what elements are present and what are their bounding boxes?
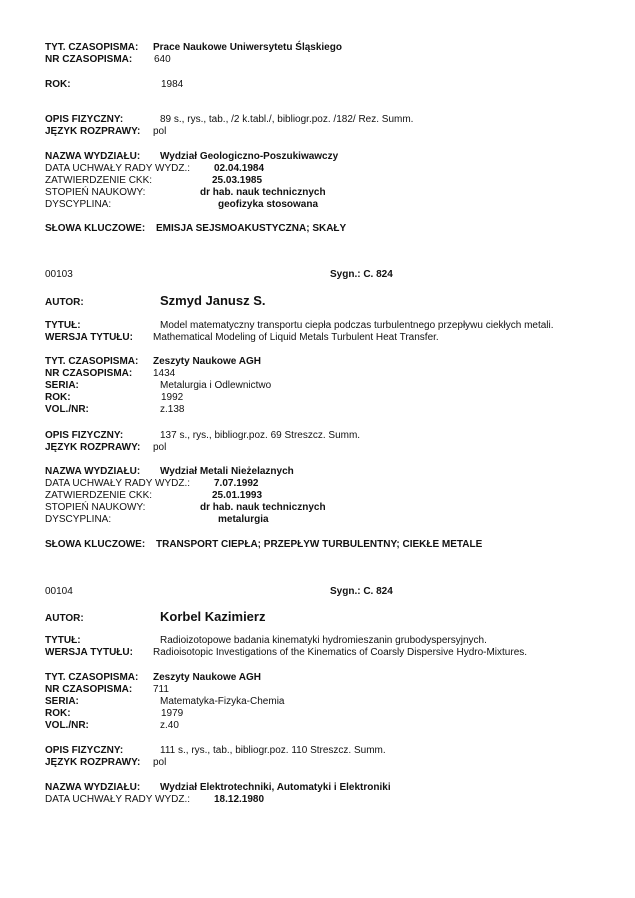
- autor-value: Szmyd Janusz S.: [160, 293, 266, 308]
- rok-value: 1979: [161, 708, 184, 719]
- opis-fizyczny-label: OPIS FIZYCZNY:: [45, 745, 124, 756]
- dyscyplina-value: geofizyka stosowana: [218, 199, 319, 210]
- dyscyplina-value: metalurgia: [218, 514, 269, 525]
- zatwierdzenie-value: 25.03.1985: [212, 175, 263, 186]
- autor-value: Korbel Kazimierz: [160, 609, 266, 624]
- tyt-czasopisma-value: Zeszyty Naukowe AGH: [153, 356, 261, 367]
- tyt-czasopisma-label: TYT. CZASOPISMA:: [45, 42, 139, 53]
- tyt-czasopisma-label: TYT. CZASOPISMA:: [45, 356, 139, 367]
- zatwierdzenie-value: 25.01.1993: [212, 490, 263, 501]
- nr-czasopisma-value: 711: [153, 684, 169, 695]
- wersja-tytulu-value: Mathematical Modeling of Liquid Metals Turbulent Heat Transfer.: [153, 332, 439, 343]
- stopien-value: dr hab. nauk technicznych: [200, 502, 326, 513]
- tytul-value: Radioizotopowe badania kinematyki hydromieszanin grubodyspersyjnych.: [160, 635, 487, 646]
- slowa-kluczowe-value: EMISJA SEJSMOAKUSTYCZNA; SKAŁY: [156, 223, 347, 234]
- jezyk-value: pol: [153, 442, 167, 453]
- opis-fizyczny-value: 111 s., rys., tab., bibliogr.poz. 110 Streszcz. Summ.: [160, 745, 386, 756]
- vol-nr-value: z.40: [160, 720, 179, 731]
- rok-label: ROK:: [45, 79, 71, 90]
- seria-value: Matematyka-Fizyka-Chemia: [160, 696, 285, 707]
- data-uchwaly-value: 18.12.1980: [214, 794, 265, 805]
- record-number: 00103: [45, 269, 73, 280]
- jezyk-label: JĘZYK ROZPRAWY:: [45, 757, 141, 768]
- nazwa-wydzialu-label: NAZWA WYDZIAŁU:: [45, 466, 141, 477]
- dyscyplina-label: DYSCYPLINA:: [45, 199, 112, 210]
- seria-label: SERIA:: [45, 380, 79, 391]
- nazwa-wydzialu-label: NAZWA WYDZIAŁU:: [45, 782, 141, 793]
- tytul-label: TYTUŁ:: [45, 635, 81, 646]
- tytul-value: Model matematyczny transportu ciepła podczas turbulentnego przepływu ciekłych metali.: [160, 320, 554, 331]
- opis-fizyczny-label: OPIS FIZYCZNY:: [45, 430, 124, 441]
- jezyk-value: pol: [153, 757, 167, 768]
- slowa-kluczowe-label: SŁOWA KLUCZOWE:: [45, 223, 146, 234]
- data-uchwaly-value: 7.07.1992: [214, 478, 259, 489]
- wersja-tytulu-label: WERSJA TYTUŁU:: [45, 332, 133, 343]
- stopien-label: STOPIEŃ NAUKOWY:: [45, 187, 146, 198]
- wersja-tytulu-value: Radioisotopic Investigations of the Kinematics of Coarsly Dispersive Hydro-Mixtures.: [153, 647, 528, 658]
- zatwierdzenie-label: ZATWIERDZENIE CKK:: [45, 490, 153, 501]
- nazwa-wydzialu-value: Wydział Elektrotechniki, Automatyki i Elektroniki: [160, 782, 391, 793]
- autor-label: AUTOR:: [45, 613, 84, 624]
- opis-fizyczny-label: OPIS FIZYCZNY:: [45, 114, 124, 125]
- nr-czasopisma-label: NR CZASOPISMA:: [45, 54, 133, 65]
- vol-nr-value: z.138: [160, 404, 185, 415]
- jezyk-label: JĘZYK ROZPRAWY:: [45, 126, 141, 137]
- record-number: 00104: [45, 586, 73, 597]
- vol-nr-label: VOL./NR:: [45, 720, 89, 731]
- autor-label: AUTOR:: [45, 297, 84, 308]
- jezyk-value: pol: [153, 126, 167, 137]
- stopien-value: dr hab. nauk technicznych: [200, 187, 326, 198]
- seria-label: SERIA:: [45, 696, 79, 707]
- vol-nr-label: VOL./NR:: [45, 404, 89, 415]
- stopien-label: STOPIEŃ NAUKOWY:: [45, 502, 146, 513]
- tytul-label: TYTUŁ:: [45, 320, 81, 331]
- rok-label: ROK:: [45, 708, 71, 719]
- slowa-kluczowe-label: SŁOWA KLUCZOWE:: [45, 539, 146, 550]
- wersja-tytulu-label: WERSJA TYTUŁU:: [45, 647, 133, 658]
- nazwa-wydzialu-value: Wydział Geologiczno-Poszukiwawczy: [160, 151, 339, 162]
- data-uchwaly-label: DATA UCHWAŁY RADY WYDZ.:: [45, 794, 191, 805]
- nr-czasopisma-value: 640: [154, 54, 171, 65]
- tyt-czasopisma-value: Prace Naukowe Uniwersytetu Śląskiego: [153, 42, 342, 53]
- rok-value: 1984: [161, 79, 184, 90]
- nr-czasopisma-value: 1434: [153, 368, 176, 379]
- sygnatura: Sygn.: C. 824: [330, 586, 393, 597]
- tyt-czasopisma-label: TYT. CZASOPISMA:: [45, 672, 139, 683]
- nazwa-wydzialu-value: Wydział Metali Nieżelaznych: [160, 466, 294, 477]
- jezyk-label: JĘZYK ROZPRAWY:: [45, 442, 141, 453]
- nr-czasopisma-label: NR CZASOPISMA:: [45, 684, 133, 695]
- data-uchwaly-label: DATA UCHWAŁY RADY WYDZ.:: [45, 478, 191, 489]
- nr-czasopisma-label: NR CZASOPISMA:: [45, 368, 133, 379]
- data-uchwaly-label: DATA UCHWAŁY RADY WYDZ.:: [45, 163, 191, 174]
- tyt-czasopisma-value: Zeszyty Naukowe AGH: [153, 672, 261, 683]
- slowa-kluczowe-value: TRANSPORT CIEPŁA; PRZEPŁYW TURBULENTNY; CIEKŁE METALE: [156, 539, 483, 550]
- opis-fizyczny-value: 137 s., rys., bibliogr.poz. 69 Streszcz. Summ.: [160, 430, 361, 441]
- rok-value: 1992: [161, 392, 184, 403]
- rok-label: ROK:: [45, 392, 71, 403]
- sygnatura: Sygn.: C. 824: [330, 269, 393, 280]
- nazwa-wydzialu-label: NAZWA WYDZIAŁU:: [45, 151, 141, 162]
- dyscyplina-label: DYSCYPLINA:: [45, 514, 112, 525]
- zatwierdzenie-label: ZATWIERDZENIE CKK:: [45, 175, 153, 186]
- opis-fizyczny-value: 89 s., rys., tab., /2 k.tabl./, bibliogr.poz. /182/ Rez. Summ.: [160, 114, 414, 125]
- seria-value: Metalurgia i Odlewnictwo: [160, 380, 272, 391]
- data-uchwaly-value: 02.04.1984: [214, 163, 265, 174]
